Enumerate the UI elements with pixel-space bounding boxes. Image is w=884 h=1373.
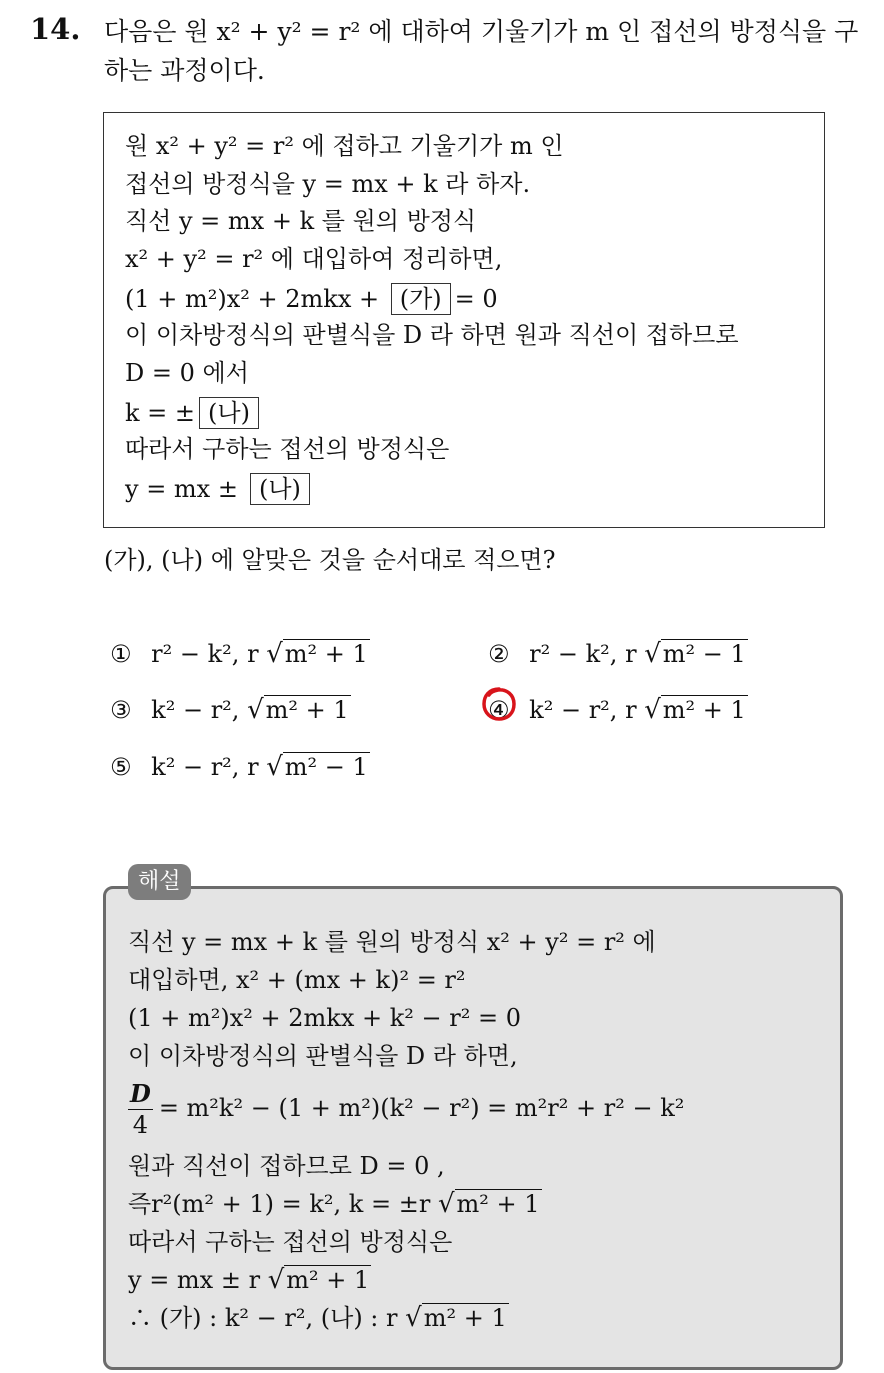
box-line-5 — [125, 283, 498, 315]
solution-line-3: (1 + m²)x² + 2mkx + k² − r² = 0 — [128, 1004, 521, 1032]
choice-5-number: ⑤ — [110, 753, 132, 781]
solution-line-5-rest: = m²k² − (1 + m²)(k² − r²) = m²r² + r² − k² — [158, 1094, 685, 1122]
box-line-10 — [125, 473, 314, 505]
question-number: 14. — [30, 12, 81, 46]
choice-3[interactable] — [110, 694, 351, 726]
choice-3-ga: k² − r², — [151, 696, 240, 724]
choice-3-number: ③ — [110, 696, 132, 724]
question-stem: 다음은 원 x² + y² = r² 에 대하여 기울기가 m 인 접선의 방정식을 구하는 과정이다. — [104, 17, 859, 85]
solution-line-7-text: 즉r²(m² + 1) = k², k = ±r — [128, 1190, 431, 1218]
solution-tag: 해설 — [128, 864, 191, 900]
choice-4-ga: k² − r², — [529, 696, 618, 724]
solution-line-10-radicand: m² + 1 — [423, 1304, 507, 1332]
box-line-1: 원 x² + y² = r² 에 접하고 기울기가 m 인 — [125, 132, 564, 160]
box-line-5-eq: = 0 — [454, 285, 498, 313]
blank-ga: (가) — [391, 283, 451, 315]
solution-line-2: 대입하면, x² + (mx + k)² = r² — [128, 966, 466, 994]
choice-2-ga: r² − k², — [529, 640, 618, 668]
box-line-7: D = 0 에서 — [125, 359, 249, 387]
blank-na-1: (나) — [199, 397, 259, 429]
solution-line-9-radicand: m² + 1 — [286, 1266, 370, 1294]
solution-line-1: 직선 y = mx + k 를 원의 방정식 x² + y² = r² 에 — [128, 928, 656, 956]
solution-line-9 — [128, 1265, 371, 1295]
choice-3-radicand: m² + 1 — [265, 696, 349, 724]
choice-2[interactable] — [488, 638, 748, 670]
choice-5-sqrt: √m² − 1 — [266, 752, 368, 782]
blank-na-2: (나) — [250, 473, 310, 505]
solution-line-9-sqrt: √m² + 1 — [267, 1265, 370, 1295]
solution-panel — [103, 886, 843, 1370]
solution-line-7 — [128, 1189, 542, 1219]
question-prompt: (가), (나) 에 알맞은 것을 순서대로 적으면? — [104, 546, 556, 574]
choice-1-coef: r — [247, 640, 259, 668]
choice-1-sqrt: √m² + 1 — [266, 639, 368, 669]
choice-4-sqrt: √m² + 1 — [644, 695, 746, 725]
box-line-6: 이 이차방정식의 판별식을 D 라 하면 원과 직선이 접하므로 — [125, 321, 739, 349]
choice-1-number: ① — [110, 640, 132, 668]
choice-4[interactable] — [488, 694, 748, 726]
box-line-8-text: k = ± — [125, 399, 196, 427]
choice-2-number: ② — [488, 640, 510, 668]
choice-4-coef: r — [625, 696, 637, 724]
choice-2-sqrt: √m² − 1 — [644, 639, 746, 669]
solution-line-10-text: ∴ (가) : k² − r², (나) : r — [128, 1304, 398, 1332]
choice-1[interactable] — [110, 638, 370, 670]
choice-5-coef: r — [247, 753, 259, 781]
choice-5[interactable] — [110, 751, 370, 783]
box-line-8 — [125, 397, 263, 429]
answer-mark-circle-icon — [481, 686, 517, 722]
fraction-d-over-4 — [128, 1079, 153, 1140]
fraction-numerator: D — [130, 1079, 151, 1108]
choice-4-radicand: m² + 1 — [662, 696, 746, 724]
choice-3-sqrt: √m² + 1 — [247, 695, 349, 725]
choice-2-radicand: m² − 1 — [662, 640, 746, 668]
solution-line-8: 따라서 구하는 접선의 방정식은 — [128, 1228, 453, 1256]
solution-line-7-radicand: m² + 1 — [456, 1190, 540, 1218]
solution-line-5 — [128, 1079, 684, 1140]
choice-2-coef: r — [625, 640, 637, 668]
choice-4-number: ④ — [488, 696, 510, 724]
process-box — [103, 112, 825, 528]
choice-1-ga: r² − k², — [151, 640, 240, 668]
box-line-9: 따라서 구하는 접선의 방정식은 — [125, 435, 450, 463]
choice-5-radicand: m² − 1 — [284, 753, 368, 781]
box-line-5-text: (1 + m²)x² + 2mkx + — [125, 285, 387, 313]
choice-5-ga: k² − r², — [151, 753, 240, 781]
solution-line-10-sqrt: √m² + 1 — [405, 1303, 507, 1333]
solution-line-10 — [128, 1303, 509, 1333]
solution-line-6: 원과 직선이 접하므로 D = 0 , — [128, 1152, 445, 1180]
solution-line-9-text: y = mx ± r — [128, 1266, 261, 1294]
choice-1-radicand: m² + 1 — [284, 640, 368, 668]
solution-line-4: 이 이차방정식의 판별식을 D 라 하면, — [128, 1042, 518, 1070]
box-line-4: x² + y² = r² 에 대입하여 정리하면, — [125, 245, 503, 273]
box-line-10-text: y = mx ± — [125, 475, 238, 503]
box-line-3: 직선 y = mx + k 를 원의 방정식 — [125, 207, 477, 235]
solution-line-7-sqrt: √m² + 1 — [437, 1189, 540, 1219]
fraction-denominator: 4 — [132, 1111, 149, 1139]
box-line-2: 접선의 방정식을 y = mx + k 라 하자. — [125, 170, 531, 198]
